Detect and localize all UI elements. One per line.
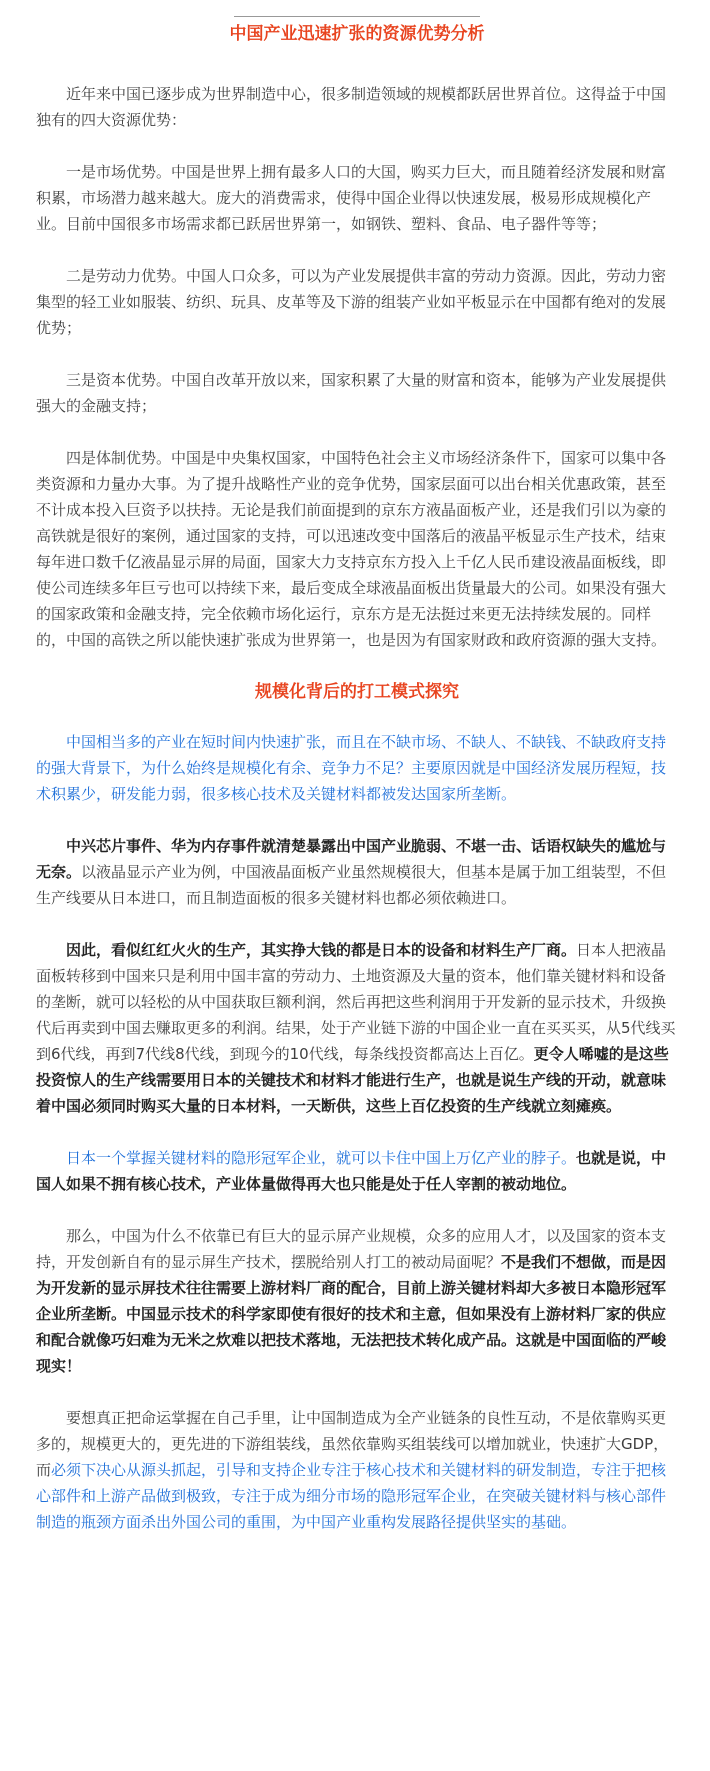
paragraph-conclusion: [36, 1405, 678, 1535]
conclusion-blue: 必须下决心从源头抓起，引导和支持企业专注于核心技术和关键材料的研发制造，专注于把核心部件和上游产品做到极致，专注于成为细分市场的隐形冠军企业，在突破关键材料与核心部件制造的瓶颈方面杀出外国公司的重围，为中国产业重构发展路径提供坚实的基础。: [36, 1461, 667, 1531]
paragraph-capital-advantage: 三是资本优势。中国自改革开放以来，国家积累了大量的财富和资本，能够为产业发展提供强大的金融支持；: [36, 371, 667, 415]
zte-huawei-bold: 中兴芯片事件、华为内存事件就清楚暴露出中国产业脆弱、不堪一击、话语权缺失的尴尬与无奈。: [36, 837, 667, 881]
paragraph-scale-question: 中国相当多的产业在短时间内快速扩张，而且在不缺市场、不缺人、不缺钱、不缺政府支持的强大背景下，为什么始终是规模化有余、竞争力不足？主要原因就是中国经济发展历程短，技术积累少，研发能力弱，很多核心技术及关键材料都被发达国家所垄断。: [36, 733, 667, 803]
paragraph-zte-huawei: [36, 833, 678, 911]
hidden-champion-blue: 日本一个掌握关键材料的隐形冠军企业，就可以卡住中国上万亿产业的脖子。: [66, 1149, 577, 1167]
conclusion-plain: 要想真正把命运掌握在自己手里，让中国制造成为全产业链条的良性互动，不是依靠购买更多的，规模更大的，更先进的下游组装线，虽然依靠购买组装线可以增加就业，快速扩大GDP，而: [36, 1409, 669, 1479]
paragraph-intro: 近年来中国已逐步成为世界制造中心，很多制造领域的规模都跃居世界首位。这得益于中国独有的四大资源优势：: [36, 85, 667, 129]
japan-profit-bold-1: 因此，看似红红火火的生产，其实挣大钱的都是日本的设备和材料生产厂商。: [66, 941, 577, 959]
paragraph-system-advantage: 四是体制优势。中国是中央集权国家，中国特色社会主义市场经济条件下，国家可以集中各类资源和力量办大事。为了提升战略性产业的竞争优势，国家层面可以出台相关优惠政策，甚至不计成本投入巨资予以扶持。无论是我们前面提到的京东方液晶面板产业，还是我们引以为豪的高铁就是很好的案例，通过国家的支持，可以迅速改变中国落后的液晶平板显示生产技术，结束每年进口数千亿液晶显示屏的局面，国家大力支持京东方投入上千亿人民币建设液晶面板线，即使公司连续多年巨亏也可以持续下来，最后变成全球液晶面板出货量最大的公司。如果没有强大的国家政策和金融支持，完全依赖市场化运行，京东方是无法挺过来更无法持续发展的。同样的，中国的高铁之所以能快速扩张成为世界第一，也是因为有国家财政和政府资源的强大支持。: [36, 449, 667, 649]
zte-huawei-rest: 以液晶显示产业为例，中国液晶面板产业虽然规模很大，但基本是属于加工组装型，不但生产线要从日本进口，而且制造面板的很多关键材料也都必须依赖进口。: [36, 863, 667, 907]
why-not-develop-plain: 那么，中国为什么不依靠已有巨大的显示屏产业规模，众多的应用人才，以及国家的资本支持，开发创新自有的显示屏生产技术，摆脱给别人打工的被动局面呢？: [36, 1227, 667, 1271]
japan-profit-mid: 日本人把液晶面板转移到中国来只是利用中国丰富的劳动力、土地资源及大量的资本，他们靠关键材料和设备的垄断，就可以轻松的从中国获取巨额利润，然后再把这些利润用于开发新的显示技术，升级换代后再卖到中国去赚取更多的利润。结果，处于产业链下游的中国企业一直在买买买，从5代线买到6代线，再到7代线8代线，到现今的10代线，每条线投资都高达上百亿。: [36, 941, 676, 1063]
paragraph-japan-profit: [36, 937, 678, 1119]
section-title-2: 规模化背后的打工模式探究: [255, 682, 459, 702]
paragraph-hidden-champion: [36, 1145, 678, 1197]
why-not-develop-bold: 不是我们不想做，而是因为开发新的显示屏技术往往需要上游材料厂商的配合，目前上游关键材料却大多被日本隐形冠军企业所垄断。中国显示技术的科学家即使有很好的技术和主意，但如果没有上游材料厂家的供应和配合就像巧妇难为无米之炊难以把技术落地，无法把技术转化成产品。这就是中国面临的严峻现实！: [36, 1253, 667, 1375]
hidden-champion-bold: 也就是说，中国人如果不拥有核心技术，产业体量做得再大也只能是处于任人宰割的被动地位。: [36, 1149, 667, 1193]
japan-profit-bold-2: 更令人唏嘘的是这些投资惊人的生产线需要用日本的关键技术和材料才能进行生产，也就是说生产线的开动，就意味着中国必须同时购买大量的日本材料，一天断供，这些上百亿投资的生产线就立刻瘫痪。: [36, 1045, 669, 1115]
section-heading-1: [36, 0, 678, 53]
section-heading-2: [36, 679, 678, 705]
heading-top-rule: [234, 16, 480, 17]
paragraph-why-not-develop: [36, 1223, 678, 1379]
paragraph-market-advantage: 一是市场优势。中国是世界上拥有最多人口的大国，购买力巨大，而且随着经济发展和财富积累，市场潜力越来越大。庞大的消费需求，使得中国企业得以快速发展，极易形成规模化产业。目前中国很多市场需求都已跃居世界第一，如钢铁、塑料、食品、电子器件等等；: [36, 163, 667, 233]
paragraph-labor-advantage: 二是劳动力优势。中国人口众多，可以为产业发展提供丰富的劳动力资源。因此，劳动力密集型的轻工业如服装、纺织、玩具、皮革等及下游的组装产业如平板显示在中国都有绝对的发展优势；: [36, 267, 667, 337]
section-title-1: 中国产业迅速扩张的资源优势分析: [229, 24, 485, 44]
